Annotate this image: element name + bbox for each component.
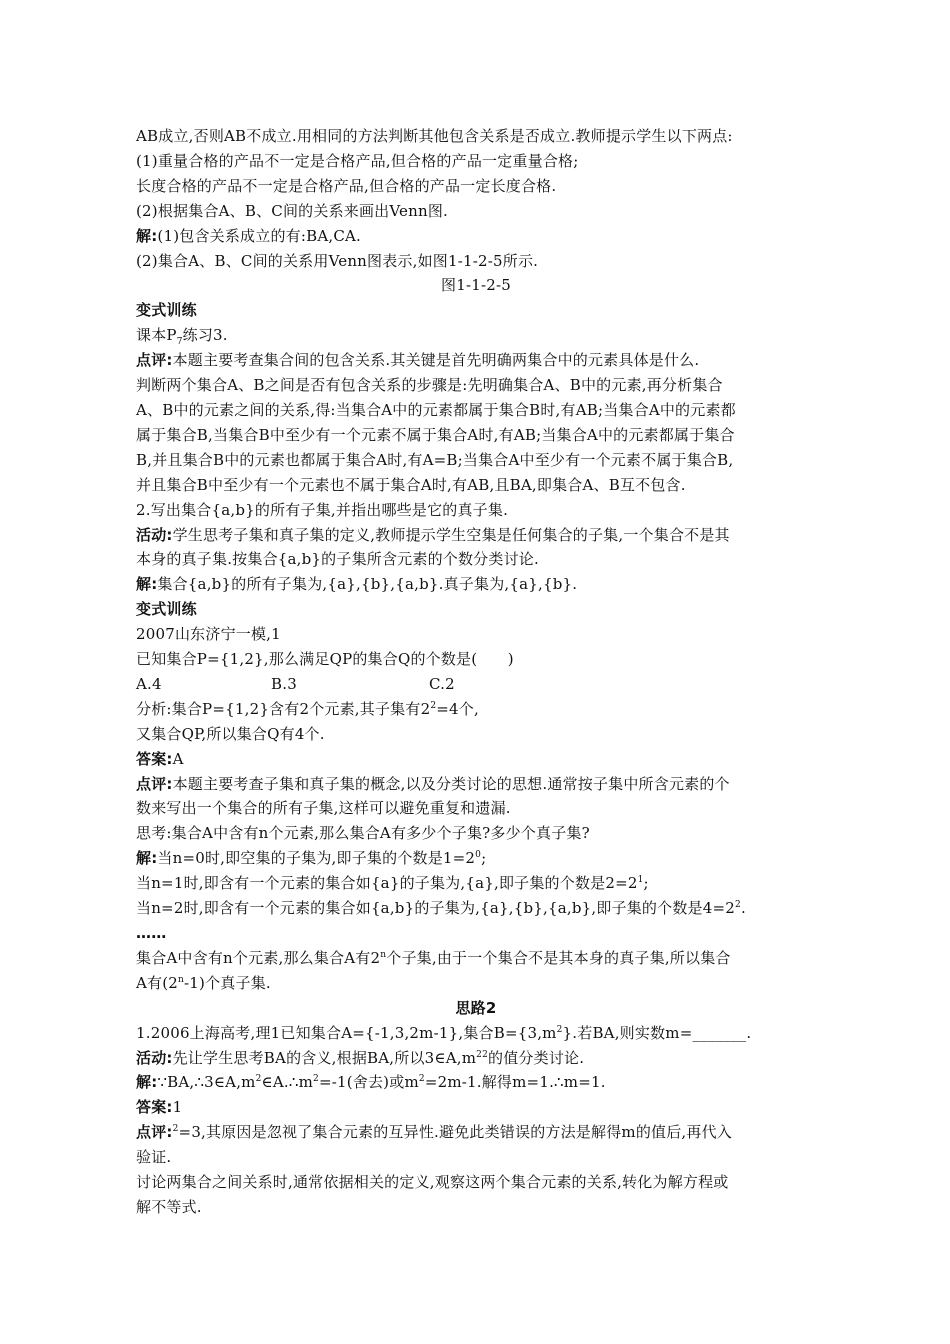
text-line: (1)重量合格的产品不一定是合格产品,但合格的产品一定重量合格; (136, 151, 579, 170)
text-line: 解不等式. (136, 1197, 202, 1216)
answer-line (136, 1095, 816, 1120)
ellipsis-line: …… (136, 924, 167, 942)
question-line: 已知集合P={1,2},那么满足QP的集合Q的个数是( ) (136, 650, 514, 669)
activity-label: 活动: (136, 525, 173, 544)
text-span: 当n=1时,即含有一个元素的集合如{a}的子集为,{a},即子集的个数是2=2 (136, 874, 638, 893)
text-span: 分析:集合P={1,2}含有2个元素,其子集有2 (136, 699, 431, 718)
text-line (136, 323, 816, 348)
answer-label: 答案: (136, 749, 173, 768)
text-line: 数来写出一个集合的所有子集,这样可以避免重复和遗漏. (136, 799, 511, 818)
solution-line (136, 1070, 816, 1095)
text-span: . (740, 899, 746, 918)
text-line: 验证. (136, 1148, 172, 1167)
text-span: 课本P (136, 326, 177, 345)
text-line (136, 871, 816, 896)
text-line: 又集合QP,所以集合Q有4个. (136, 724, 325, 743)
superscript: 22 (476, 1049, 488, 1060)
options-line (136, 672, 816, 697)
solution-label: 解: (136, 226, 158, 245)
text-span: 练习3. (182, 326, 228, 345)
comment-line (136, 772, 816, 797)
text-span: ; (643, 874, 649, 893)
comment-label: 点评: (136, 351, 173, 370)
option-c: C.2 (429, 674, 455, 693)
text-span: ; (481, 849, 487, 868)
superscript: 2 (430, 700, 437, 711)
text-line (136, 971, 816, 996)
text-span: =4个, (436, 699, 479, 718)
superscript: 0 (475, 850, 482, 861)
superscript: 2 (735, 900, 741, 911)
text-span: 的值分类讨论. (488, 1048, 585, 1067)
text-span: ∈A.∴m (261, 1073, 314, 1092)
figure-caption: 图1-1-2-5 (441, 276, 511, 295)
answer-text: A (172, 749, 184, 768)
solution-line (136, 572, 816, 597)
text-span: =-1(舍去)或m (318, 1073, 419, 1092)
answer-line (136, 747, 816, 772)
text-line: 讨论两集合之间关系时,通常依据相关的定义,观察这两个集合元素的关系,转化为解方程或 (136, 1173, 729, 1192)
text-line: AB成立,否则AB不成立.用相同的方法判断其他包含关系是否成立.教师提示学生以下两点: (136, 127, 733, 145)
activity-line (136, 523, 816, 548)
question-line (136, 1021, 816, 1046)
comment-line (136, 348, 816, 373)
activity-line (136, 1046, 816, 1071)
text-line: (2)集合A、B、C间的关系用Venn图表示,如图1-1-2-5所示. (136, 251, 539, 270)
comment-line (136, 1120, 816, 1145)
answer-text: 1 (172, 1098, 183, 1117)
option-a: A.4 (136, 674, 162, 693)
comment-label: 点评: (136, 1123, 173, 1142)
text-line: 思考:集合A中含有n个元素,那么集合A有多少个子集?多少个真子集? (136, 824, 590, 843)
activity-label: 活动: (136, 1048, 173, 1067)
text-span: 1.2006上海高考,理1已知集合A={-1,3,2m-1},集合B={3,m (136, 1023, 557, 1042)
text-span: =2m-1.解得m=1.∴m=1. (424, 1073, 606, 1092)
text-line (136, 896, 816, 921)
text-line: 判断两个集合A、B之间是否有包含关系的步骤是:先明确集合A、B中的元素,再分析集合 (136, 376, 723, 395)
text-span: 集合A中含有n个元素,那么集合A有2 (136, 948, 381, 967)
superscript: 2 (255, 1074, 262, 1085)
section-heading: 变式训练 (136, 301, 197, 320)
text-line: 并且集合B中至少有一个元素也不属于集合A时,有AB,且BA,即集合A、B互不包含. (136, 475, 686, 494)
text-span: 当n=2时,即含有一个元素的集合如{a,b}的子集为,{a},{b},{a,b},即子集的个数是4=2 (136, 899, 735, 918)
superscript: 2 (418, 1074, 425, 1085)
superscript: 1 (637, 875, 644, 886)
text-line: 2.写出集合{a,b}的所有子集,并指出哪些是它的真子集. (136, 500, 509, 519)
solution-text: 集合{a,b}的所有子集为,{a},{b},{a,b}.真子集为,{a},{b}. (157, 575, 578, 594)
text-line: A、B中的元素之间的关系,得:当集合A中的元素都属于集合B时,有AB;当集合A中的元素都 (136, 400, 736, 419)
text-span: }.若BA,则实数m=_______. (562, 1023, 752, 1042)
superscript: 2 (172, 1124, 179, 1135)
solution-label: 解: (136, 1073, 158, 1092)
text-span: -1)个真子集. (184, 973, 271, 992)
superscript: n (178, 974, 185, 985)
text-line: B,并且集合B中的元素也都属于集合A时,有A=B;当集合A中至少有一个元素不属于集合B, (136, 450, 734, 469)
activity-text: 先让学生思考BA的含义,根据BA,所以3∈A,m (172, 1048, 477, 1067)
answer-label: 答案: (136, 1098, 173, 1117)
solution-label: 解: (136, 575, 158, 594)
solution-line (136, 224, 816, 249)
activity-text: 学生思考子集和真子集的定义,教师提示学生空集是任何集合的子集,一个集合不是其 (172, 525, 730, 544)
subscript: 7 (176, 337, 183, 348)
section-heading: 变式训练 (136, 600, 197, 619)
superscript: 2 (313, 1074, 319, 1085)
text-line (136, 946, 816, 971)
solution-label: 解: (136, 849, 158, 868)
solution-text: (1)包含关系成立的有:BA,CA. (157, 226, 362, 245)
comment-text: 本题主要考查子集和真子集的概念,以及分类讨论的思想.通常按子集中所含元素的个 (172, 774, 730, 793)
text-span: ∵BA,∴3∈A,m (157, 1073, 256, 1092)
solution-text: 当n=0时,即空集的子集为,即子集的个数是1=2 (157, 849, 476, 868)
text-span: A有(2 (136, 973, 179, 992)
comment-text: 本题主要考查集合间的包含关系.其关键是首先明确两集合中的元素具体是什么. (172, 351, 700, 370)
text-line: 本身的真子集.按集合{a,b}的子集所含元素的个数分类讨论. (136, 550, 539, 569)
superscript: 2 (556, 1024, 563, 1035)
text-line: 2007山东济宁一模,1 (136, 625, 281, 644)
comment-label: 点评: (136, 774, 173, 793)
text-line: 长度合格的产品不一定是合格产品,但合格的产品一定长度合格. (136, 176, 557, 195)
section-heading-route-2: 思路2 (455, 998, 497, 1017)
text-line: (2)根据集合A、B、C间的关系来画出Venn图. (136, 201, 449, 220)
solution-line (136, 846, 816, 871)
text-line (136, 697, 816, 722)
text-line: 属于集合B,当集合B中至少有一个元素不属于集合A时,有AB;当集合A中的元素都属于集合 (136, 425, 735, 444)
option-b: B.3 (271, 674, 297, 693)
document-page (136, 124, 816, 1220)
superscript: n (380, 949, 387, 960)
comment-text: =3,其原因是忽视了集合元素的互异性.避免此类错误的方法是解得m的值后,再代入 (178, 1123, 732, 1142)
text-span: 个子集,由于一个集合不是其本身的真子集,所以集合 (386, 948, 731, 967)
